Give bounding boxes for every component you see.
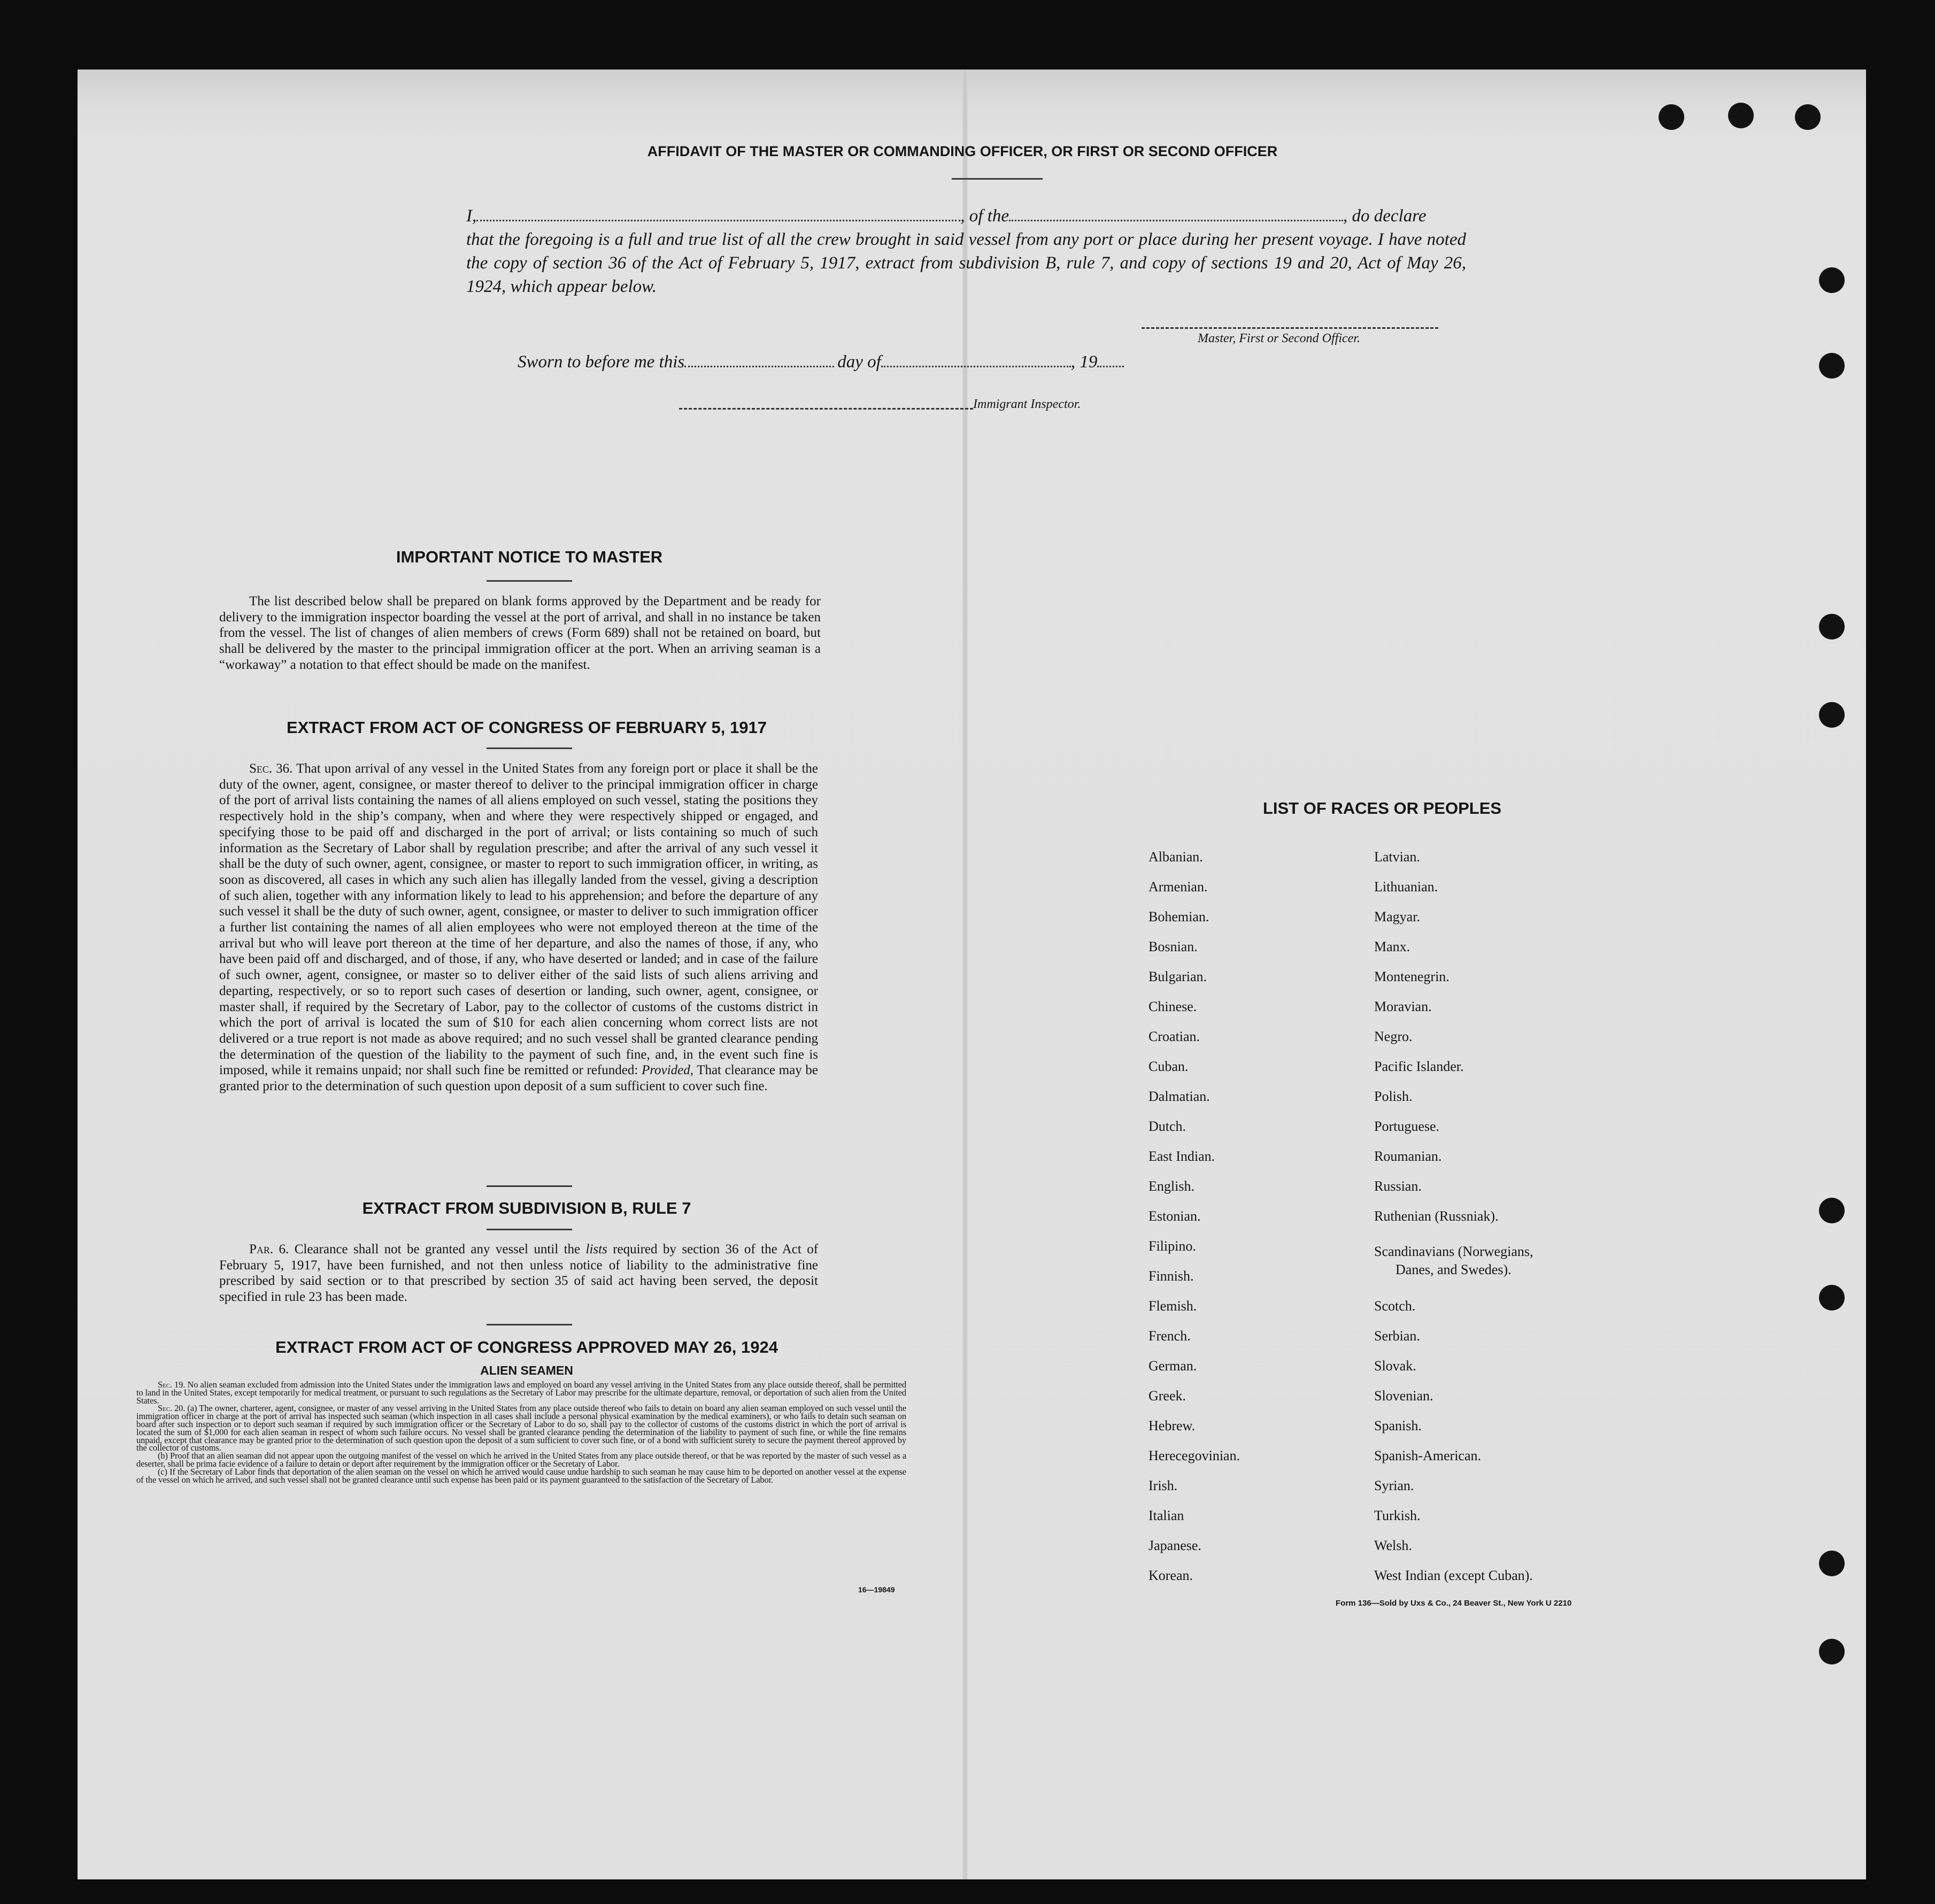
section-text: No alien seaman excluded from admission into the United States under the immigration laws and employed on board any vessel arriving in the United States from any place outside thereof, shall be permitted to land in the United States, except temporarily for medical treatment, or pursuant to such regulations as the Secretary of Labor may prescribe for the ultimate departure, removal, or deportation of such alien from the United States. [136,1379,907,1406]
provided-label: Provided, [641,1063,693,1078]
i-label: I, [466,206,477,226]
sworn-year-blank[interactable] [1097,352,1124,367]
race-left-item: Bosnian. [1148,939,1198,954]
act-1924-sections [136,1381,906,1484]
do-declare-label: , do declare [1343,206,1427,226]
race-right-item: Scotch. [1374,1298,1416,1314]
lists-word: lists [585,1242,607,1257]
affidavit-body: that the foregoing is a full and true list of all the crew brought in said vessel from any port or place during her present voyage. I have noted the copy of section 36 of the Act of February 5, 1917, extract from subdivision B, rule 7, and copy of sections 19 and 20, Act of May 26, 1924, which appear below. [466,230,1466,296]
section-label: Sec. 36. [249,761,293,776]
divider [487,580,572,582]
race-left-item: Cuban. [1148,1059,1189,1074]
sworn-label: Sworn to before me this [518,352,685,372]
race-right-item: Russian. [1374,1178,1422,1194]
race-left-item: German. [1148,1358,1197,1374]
race-left-item: East Indian. [1148,1148,1215,1164]
divider [487,1229,572,1230]
section-label: Sec. 19. [158,1379,186,1390]
race-right-item: Polish. [1374,1089,1413,1104]
inspector-caption: Immigrant Inspector. [973,397,1081,411]
inspector-signature-line[interactable] [679,408,973,410]
section-20c: (c) If the Secretary of Labor finds that deportation of the alien seaman on the vessel on which he arrived would cause undue hardship to such seaman he may cause him to be deported on another vessel at the expense of the vessel on which he arrived, and such vessel shall not be granted clearance until such expense has been paid or its payment guaranteed to the satisfaction of the Secretary of Labor. [136,1466,906,1485]
sworn-day-blank[interactable] [684,352,834,367]
act-1917-title: EXTRACT FROM ACT OF CONGRESS OF FEBRUARY 5, 1917 [287,718,767,737]
rule-7-title: EXTRACT FROM SUBDIVISION B, RULE 7 [362,1199,691,1217]
race-right-item: Spanish-American. [1374,1448,1482,1463]
rule-7-paragraph-6 [219,1242,818,1305]
sworn-month-blank[interactable] [881,352,1071,367]
race-left-item: Irish. [1148,1478,1178,1493]
race-right-item: Latvian. [1374,849,1420,865]
race-right-item: Scandinavians (Norwegians, [1374,1244,1533,1259]
paragraph-label: Par. 6. [249,1242,289,1257]
paragraph-text-continued: required by section 36 of the Act of February 5, 1917, have been furnished, and not then unless notice of liability to the administrative fine prescribed by said section or to that prescribed by section 35 of said act having been served, the deposit specified in rule 23 has been made. [219,1242,819,1305]
section-text: (a) The owner, charterer, agent, consignee, or master of any vessel arriving in the United States from any place outside thereof who fails to detain on board any alien seaman employed on such vessel until the immigration officer in charge at the port of arrival has inspected such seaman (which inspection in all cases shall include a personal physical examination by the medical examiners), or who fails to detain such seaman on board after such inspection or to deport such seaman if required by such immigration officer or the Secretary of Labor to do so, shall pay to the collector of customs of the customs district in which the port of arrival is located the sum of $1,000 for each alien seaman in respect of whom such failure occurs. No vessel shall be granted clearance pending the determination of the liability to payment of such fine, or while the fine remains unpaid, except that clearance may be granted prior to the determination of such question upon the deposit of a sum sufficient to cover such fine, or of a bond with sufficient surety to secure the payment thereof approved by the collector of customs. [136,1403,907,1453]
divider [487,1185,572,1187]
race-right-item: Spanish. [1374,1418,1422,1433]
race-left-item: Croatian. [1148,1029,1200,1044]
binder-hole [1795,104,1821,130]
races-title: LIST OF RACES OR PEOPLES [1262,799,1502,818]
alien-seamen-subtitle: ALIEN SEAMEN [480,1363,573,1377]
race-left-item: Flemish. [1148,1298,1197,1314]
race-right-item: Magyar. [1374,909,1420,924]
race-right-item: Montenegrin. [1374,969,1450,984]
section-20a [136,1405,906,1452]
section-label: Sec. 20. [158,1403,186,1414]
race-left-item: Hebrew. [1148,1418,1196,1433]
section-19 [136,1381,906,1405]
race-left-item: Armenian. [1148,879,1208,895]
race-left-item: Dutch. [1148,1119,1186,1134]
race-right-item: Slovak. [1374,1358,1416,1374]
race-left-item: Albanian. [1148,849,1203,865]
binder-hole [1819,1285,1845,1311]
section-20b: (b) Proof that an alien seaman did not appear upon the outgoing manifest of the vessel on which he arrived in the United States from any place outside thereof, or that he was reported by the master of such vessel as a deserter, shall be prima facie evidence of a failure to detain or deport after requirement by the immigration officer or the Secretary of Labor. [136,1451,906,1469]
binder-hole [1819,353,1845,379]
race-left-item: Japanese. [1148,1538,1201,1553]
binder-hole [1819,702,1845,728]
race-right-item: Lithuanian. [1374,879,1438,895]
divider [487,747,572,749]
binder-hole [1659,104,1684,130]
affidavit-declaration-line [466,204,1466,228]
race-right-item: Moravian. [1374,999,1432,1014]
vessel-name-blank[interactable] [1009,206,1343,221]
race-left-item: Estonian. [1148,1208,1201,1224]
race-right-item: Ruthenian (Russniak). [1374,1208,1499,1224]
day-of-label: day of [837,352,881,372]
notice-text: The list described below shall be prepared on blank forms approved by the Department and be ready for delivery to the immigration inspector boarding the vessel at the port of arrival, and shall in no instance be taken from the vessel. The list of changes of alien members of crews (Form 689) shall not be retained on board, but shall be delivered by the master to the principal immigration officer at the port. When an arriving seaman is a “workaway” a notation to that effect should be made on the manifest. [219,594,821,672]
form-number: 16—19849 [858,1585,895,1594]
race-right-item: Danes, and Swedes). [1396,1262,1512,1277]
race-left-item: Herecegovinian. [1148,1448,1240,1463]
binder-hole [1819,267,1845,293]
year-label: , 19 [1070,352,1098,372]
act-1924-title: EXTRACT FROM ACT OF CONGRESS APPROVED MAY 26, 1924 [275,1338,778,1356]
race-right-item: Roumanian. [1374,1148,1442,1164]
race-right-item: Turkish. [1374,1508,1421,1523]
race-left-item: Bohemian. [1148,909,1209,924]
race-right-item: Slovenian. [1374,1388,1433,1404]
binder-hole [1819,614,1845,639]
act-1917-section-36 [219,761,818,1094]
race-right-item: Syrian. [1374,1478,1414,1493]
race-left-item: French. [1148,1328,1191,1344]
divider [952,178,1043,180]
race-left-item: Finnish. [1148,1268,1194,1284]
of-the-label: , of the [960,206,1009,226]
race-right-item: Manx. [1374,939,1410,954]
race-right-item: Pacific Islander. [1374,1059,1464,1074]
signature-caption: Master, First or Second Officer. [1198,332,1360,345]
race-right-item: Portuguese. [1374,1119,1440,1134]
race-right-item: Serbian. [1374,1328,1420,1344]
binder-hole [1819,1198,1845,1223]
race-left-item: Chinese. [1148,999,1197,1014]
binder-hole [1819,1639,1845,1664]
binder-hole [1819,1551,1845,1576]
signature-line[interactable] [1142,327,1438,329]
race-left-item: English. [1148,1178,1194,1194]
master-name-blank[interactable] [476,206,960,221]
section-text: That upon arrival of any vessel in the United States from any foreign port or place it shall be the duty of the owner, agent, consignee, or master thereof to deliver to the principal immigration officer in charge of the port of arrival lists containing the names of all aliens employed on such vessel, stating the positions they respectively hold in the ship’s company, when and where they were respectively shipped or engaged, and specifying those to be paid off and discharged in the port of arrival; or lists containing so much of such information as the Secretary of Labor shall by regulation prescribe; and after the arrival of any such vessel it shall be the duty of such owner, agent, consignee, or master to report to such immigration officer, in writing, as soon as discovered, all cases in which any such alien has illegally landed from the vessel, giving a description of such alien, together with any information likely to lead to his apprehension; and before the departure of any such vessel it shall be the duty of such owner, agent, consignee, or master to deliver to such immigration officer a further list containing the names of all alien employees who were not employed thereon at the time of the arrival but who will leave port thereon at the time of her departure, and also the names of those, if any, who have been paid off and discharged, and of those, if any, who have deserted or landed; and in case of the failure of such owner, agent, consignee, or master so to deliver either of the said lists of such aliens arriving and departing, respectively, or so to report such cases of desertion or landing, such owner, agent, consignee, or master shall, if required by the Secretary of Labor, pay to the collector of customs of the customs district in which the port of arrival is located the sum of $10 for each alien concerning whom correct lists are not delivered or a true report is not made as above required; and no such vessel shall be granted clearance pending the determination of the question of the liability to the payment of such fine, and, in the event such fine is imposed, while it remains unpaid; nor shall such fine be remitted or refunded: [219,761,818,1078]
paragraph-text: Clearance shall not be granted any vessel until the [294,1242,581,1257]
race-left-item: Bulgarian. [1148,969,1207,984]
race-left-item: Italian [1148,1508,1184,1523]
race-left-item: Dalmatian. [1148,1089,1210,1104]
race-right-item: Welsh. [1374,1538,1412,1553]
sworn-line [518,350,1124,374]
affidavit-title: AFFIDAVIT OF THE MASTER OR COMMANDING OFFICER, OR FIRST OR SECOND OFFICER [647,143,1278,159]
race-right-item: West Indian (except Cuban). [1374,1568,1533,1583]
race-left-item: Filipino. [1148,1238,1196,1254]
race-left-item: Korean. [1148,1568,1193,1583]
binder-hole [1728,103,1754,128]
notice-title: IMPORTANT NOTICE TO MASTER [396,548,663,566]
divider [487,1324,572,1325]
publisher-note: Form 136—Sold by Uxs & Co., 24 Beaver St., New York U 2210 [1336,1599,1572,1608]
race-left-item: Greek. [1148,1388,1186,1404]
page-fold [962,70,968,1879]
race-right-item: Negro. [1374,1029,1413,1044]
section-text-continued: That clearance may be granted prior to the determination of such question upon deposit of a sum sufficient to cover such fine. [219,1063,818,1094]
